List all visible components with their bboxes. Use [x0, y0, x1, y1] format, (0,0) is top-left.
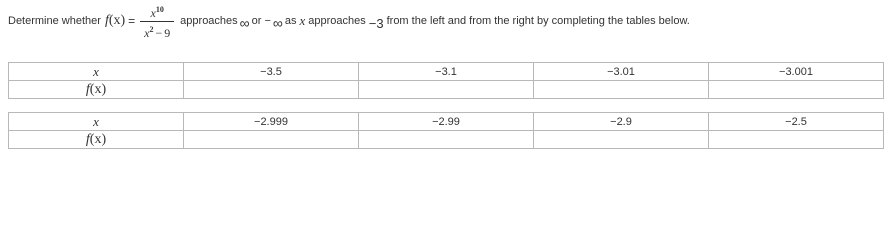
denominator-operator: −: [155, 25, 163, 40]
denominator-base: x: [144, 25, 150, 40]
numerator-base: x: [150, 5, 156, 20]
prompt-mid2: as: [284, 15, 297, 27]
approach-value: −3: [368, 15, 384, 31]
x-row-label: [9, 113, 184, 131]
fx-answer-cell[interactable]: [359, 131, 534, 149]
function-name: f: [104, 13, 109, 28]
fx-name: f: [85, 131, 90, 147]
fx-row-label: [9, 131, 184, 149]
problem-statement: [8, 2, 884, 40]
denominator-constant: 9: [164, 25, 171, 40]
prompt-or: or: [251, 15, 262, 27]
x-label: x: [93, 113, 99, 129]
negative-sign: −: [264, 15, 271, 27]
x-row: [9, 113, 884, 131]
denominator-exponent: 2: [149, 24, 154, 34]
prompt-tail: from the left and from the right by completing the tables below.: [386, 15, 690, 27]
x-value-cell: −3.01: [534, 63, 709, 81]
left-approach-table: [8, 62, 884, 99]
fx-name: f: [85, 81, 90, 97]
fraction-numerator: [151, 3, 164, 20]
fx-row: [9, 81, 884, 99]
negative-infinity-symbol: ∞: [272, 15, 283, 31]
numerator-exponent: 10: [155, 4, 164, 14]
infinity-symbol: ∞: [239, 15, 250, 31]
prompt-mid3: approaches: [308, 15, 366, 27]
x-value-cell: −3.001: [709, 63, 884, 81]
prompt-mid1: approaches: [180, 15, 238, 27]
fx-answer-cell[interactable]: [709, 131, 884, 149]
x-value-cell: −2.999: [184, 113, 359, 131]
x-value-cell: −2.99: [359, 113, 534, 131]
fx-arg: (x): [89, 131, 107, 147]
right-approach-table: [8, 112, 884, 149]
x-value-cell: −3.5: [184, 63, 359, 81]
fx-answer-cell[interactable]: [534, 81, 709, 99]
fx-answer-cell[interactable]: [184, 81, 359, 99]
x-value-cell: −2.9: [534, 113, 709, 131]
x-row-label: [9, 63, 184, 81]
prompt-lead: Determine whether: [8, 15, 101, 27]
fx-answer-cell[interactable]: [534, 131, 709, 149]
fx-answer-cell[interactable]: [709, 81, 884, 99]
fx-arg: (x): [89, 81, 107, 97]
x-label: x: [93, 63, 99, 79]
fx-row-label: [9, 81, 184, 99]
equals-sign: =: [128, 14, 136, 28]
x-value-cell: −2.5: [709, 113, 884, 131]
fx-row: [9, 131, 884, 149]
fx-answer-cell[interactable]: [184, 131, 359, 149]
fraction-denominator: [144, 23, 170, 40]
function-argument: (x): [108, 13, 126, 28]
x-row: [9, 63, 884, 81]
x-value-cell: −3.1: [359, 63, 534, 81]
prompt-variable: x: [299, 13, 306, 28]
fx-answer-cell[interactable]: [359, 81, 534, 99]
fraction-bar: [140, 21, 174, 22]
function-fraction: [140, 3, 174, 40]
